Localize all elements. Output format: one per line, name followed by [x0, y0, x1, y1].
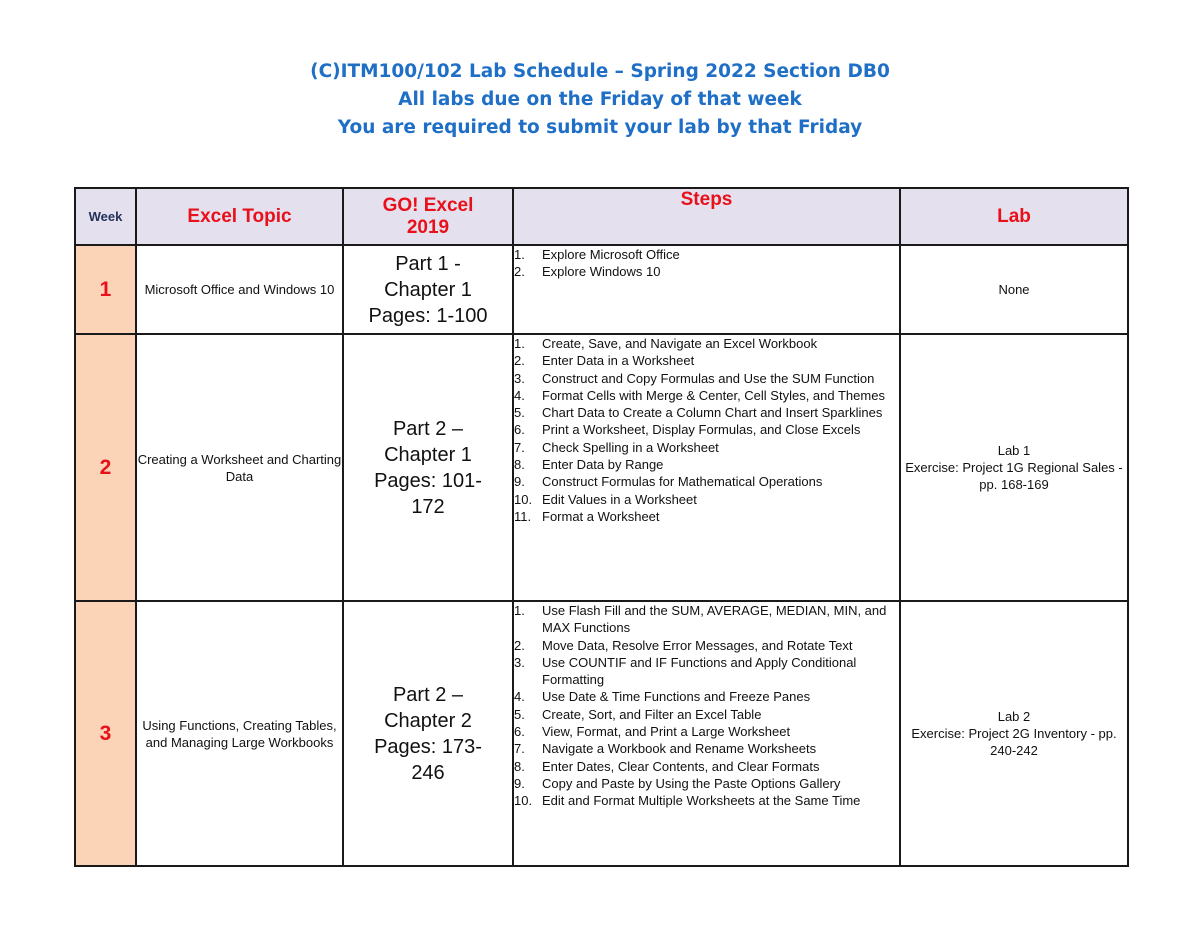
lab-line: Exercise: Project 1G Regional Sales - pp. 168-169	[905, 460, 1123, 492]
step-text: Enter Data in a Worksheet	[542, 353, 695, 369]
week-number: 3	[75, 601, 136, 866]
step-item	[514, 740, 899, 757]
week-number: 2	[75, 334, 136, 601]
step-item	[514, 263, 899, 280]
step-number: 10.	[514, 793, 533, 809]
step-text: Format a Worksheet	[542, 508, 660, 524]
header-excel-topic: Excel Topic	[136, 188, 343, 245]
header-go-excel-line2: 2019	[406, 216, 450, 238]
step-text: Create, Sort, and Filter an Excel Table	[542, 706, 762, 722]
step-item	[514, 654, 899, 689]
step-text: View, Format, and Print a Large Worksheet	[542, 724, 791, 740]
header-steps: Steps	[513, 188, 900, 245]
header-go-excel-line1: GO! Excel	[382, 194, 474, 216]
book-reference-line: Pages: 1-100	[368, 304, 488, 327]
step-text: Move Data, Resolve Error Messages, and Rotate Text	[542, 637, 853, 653]
document-title: (C)ITM100/102 Lab Schedule – Spring 2022 Section DB0	[310, 61, 890, 82]
step-number: 6.	[514, 724, 525, 740]
document-subtitle-submit: You are required to submit your lab by that Friday	[337, 117, 863, 138]
step-number: 5.	[514, 405, 525, 421]
step-text: Format Cells with Merge & Center, Cell Styles, and Themes	[542, 387, 885, 403]
steps-list	[513, 245, 900, 334]
step-item	[514, 706, 899, 723]
step-item	[514, 246, 899, 263]
step-number: 3.	[514, 370, 525, 386]
step-item	[514, 688, 899, 705]
step-number: 8.	[514, 457, 525, 473]
book-reference-line: 172	[411, 495, 445, 518]
step-text: Print a Worksheet, Display Formulas, and Close Excels	[542, 422, 861, 438]
step-item	[514, 352, 899, 369]
step-number: 4.	[514, 387, 525, 403]
book-reference-line: Pages: 173-	[374, 735, 482, 758]
table-header-row	[75, 188, 1128, 245]
step-number: 9.	[514, 775, 525, 791]
step-number: 5.	[514, 706, 525, 722]
table-body	[75, 245, 1128, 866]
lab-line: Exercise: Project 2G Inventory - pp. 240-242	[911, 726, 1117, 758]
table-row	[75, 245, 1128, 334]
step-number: 4.	[514, 689, 525, 705]
step-item	[514, 775, 899, 792]
table-row	[75, 334, 1128, 601]
book-reference-line: Chapter 2	[384, 709, 472, 732]
book-reference-line: Pages: 101-	[374, 469, 482, 492]
step-item	[514, 473, 899, 490]
lab-assignment	[900, 334, 1128, 601]
step-text: Navigate a Workbook and Rename Worksheets	[542, 741, 817, 757]
step-number: 9.	[514, 474, 525, 490]
step-item	[514, 508, 899, 525]
book-reference-line: Chapter 1	[384, 443, 472, 466]
steps-list	[513, 601, 900, 866]
lab-line: Lab 1	[997, 443, 1031, 458]
excel-topic: Creating a Worksheet and Charting Data	[136, 334, 343, 601]
step-number: 2.	[514, 353, 525, 369]
book-reference-line: Chapter 1	[384, 278, 472, 301]
step-item	[514, 421, 899, 438]
lab-assignment	[900, 245, 1128, 334]
step-item	[514, 637, 899, 654]
step-item	[514, 439, 899, 456]
step-number: 1.	[514, 603, 525, 618]
step-number: 1.	[514, 336, 525, 351]
steps-list	[513, 334, 900, 601]
step-text: Use Date & Time Functions and Freeze Panes	[542, 689, 811, 705]
step-number: 10.	[514, 491, 533, 507]
step-text: Use Flash Fill and the SUM, AVERAGE, MEDIAN, MIN, and MAX Functions	[542, 603, 887, 636]
step-number: 6.	[514, 422, 525, 438]
step-item	[514, 387, 899, 404]
step-number: 11.	[514, 508, 532, 524]
excel-topic: Microsoft Office and Windows 10	[136, 245, 343, 334]
step-text: Edit Values in a Worksheet	[542, 491, 697, 507]
step-text: Edit and Format Multiple Worksheets at the Same Time	[542, 793, 861, 809]
step-item	[514, 758, 899, 775]
book-reference-line: 246	[411, 761, 445, 784]
step-text: Create, Save, and Navigate an Excel Workbook	[542, 336, 818, 351]
lab-line: None	[998, 282, 1030, 297]
step-number: 7.	[514, 741, 525, 757]
step-item	[514, 335, 899, 352]
step-number: 2.	[514, 264, 525, 280]
step-text: Enter Dates, Clear Contents, and Clear Formats	[542, 758, 820, 774]
step-item	[514, 792, 899, 809]
step-text: Copy and Paste by Using the Paste Options Gallery	[542, 775, 841, 791]
step-text: Explore Microsoft Office	[542, 247, 680, 262]
header-go-excel	[343, 188, 513, 245]
step-text: Chart Data to Create a Column Chart and Insert Sparklines	[542, 405, 883, 421]
header-lab: Lab	[900, 188, 1128, 245]
lab-schedule-table	[74, 187, 1129, 867]
step-item	[514, 491, 899, 508]
step-text: Construct and Copy Formulas and Use the SUM Function	[542, 370, 875, 386]
book-reference-line: Part 2 –	[392, 683, 464, 706]
step-item	[514, 602, 899, 637]
book-reference	[343, 601, 513, 866]
week-number: 1	[75, 245, 136, 334]
lab-assignment	[900, 601, 1128, 866]
step-number: 3.	[514, 654, 525, 670]
document-title-block	[0, 58, 1200, 142]
document-subtitle-due: All labs due on the Friday of that week	[398, 89, 802, 110]
step-text: Use COUNTIF and IF Functions and Apply Conditional Formatting	[542, 654, 857, 688]
book-reference-line: Part 2 –	[392, 417, 464, 440]
step-item	[514, 723, 899, 740]
step-text: Construct Formulas for Mathematical Operations	[542, 474, 823, 490]
book-reference-line: Part 1 -	[395, 252, 461, 275]
excel-topic: Using Functions, Creating Tables, and Managing Large Workbooks	[136, 601, 343, 866]
step-text: Enter Data by Range	[542, 457, 664, 473]
book-reference	[343, 334, 513, 601]
step-number: 2.	[514, 637, 525, 653]
header-week: Week	[75, 188, 136, 245]
step-item	[514, 370, 899, 387]
step-number: 1.	[514, 247, 525, 262]
step-item	[514, 404, 899, 421]
step-item	[514, 456, 899, 473]
step-text: Explore Windows 10	[542, 264, 661, 280]
lab-line: Lab 2	[997, 709, 1031, 724]
table-row	[75, 601, 1128, 866]
step-number: 8.	[514, 758, 525, 774]
step-number: 7.	[514, 439, 525, 455]
step-text: Check Spelling in a Worksheet	[542, 439, 719, 455]
book-reference	[343, 245, 513, 334]
